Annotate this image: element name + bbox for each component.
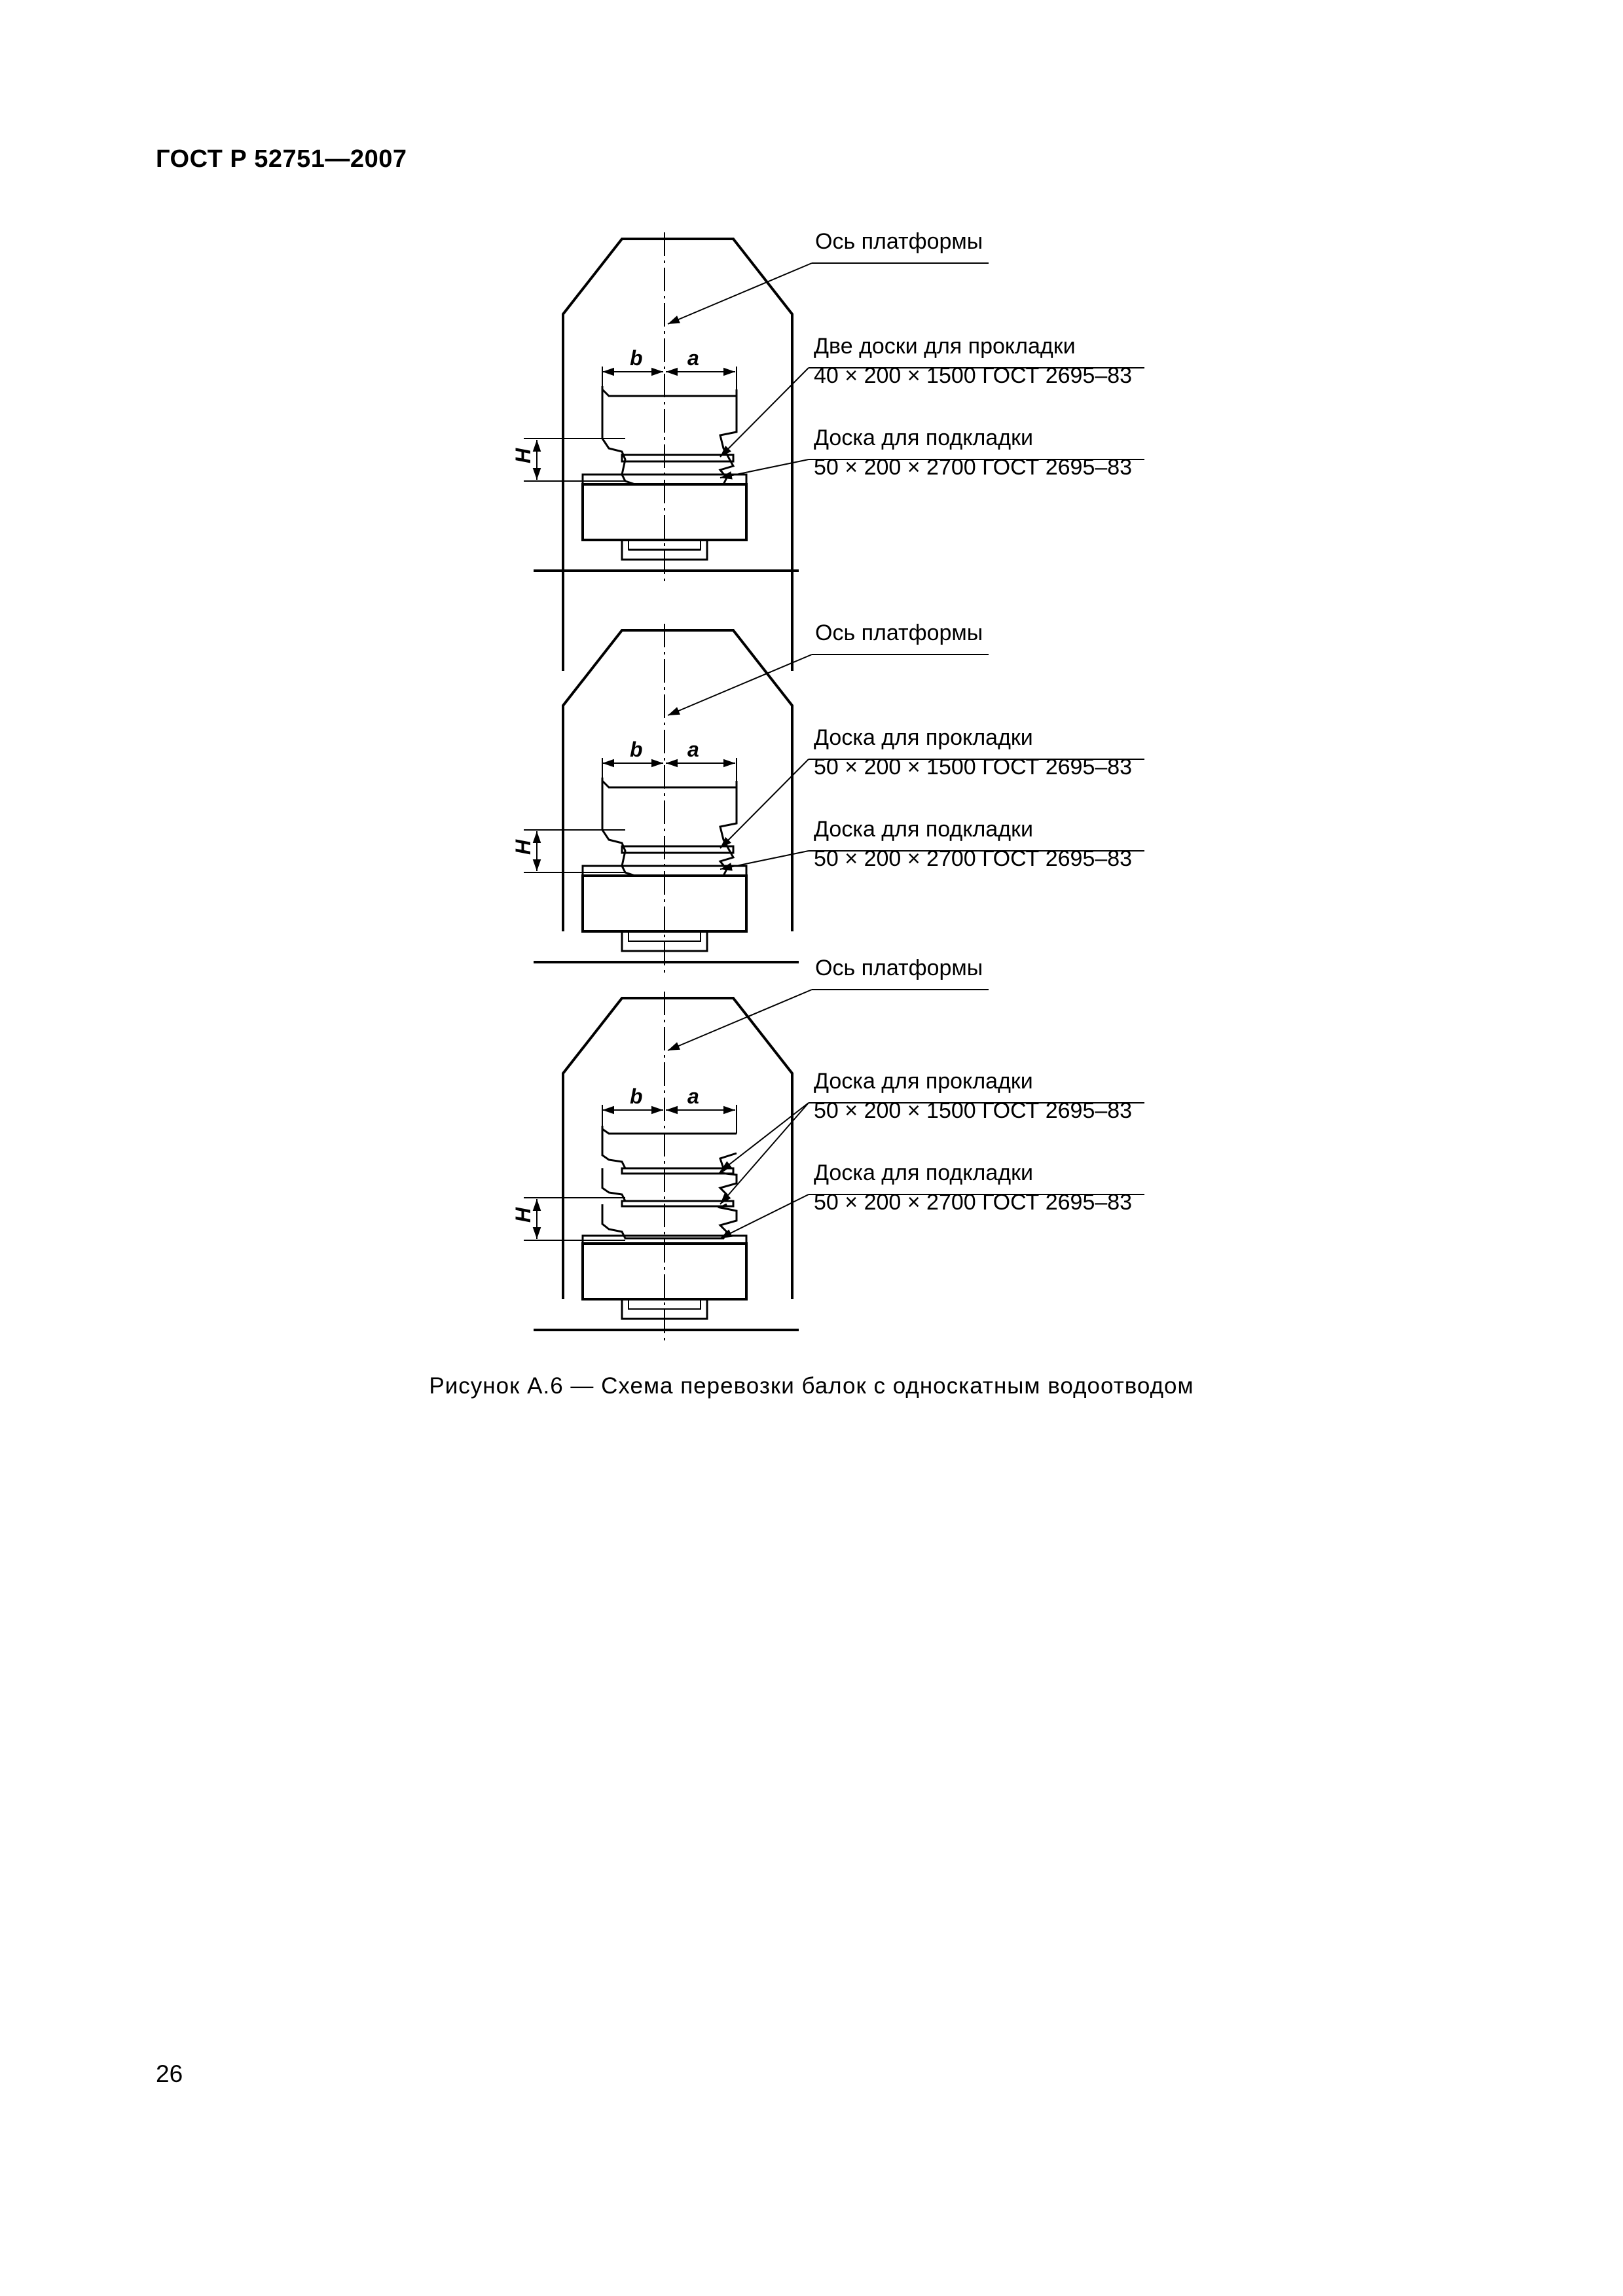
base-label-name: Доска для подкладки xyxy=(814,817,1033,842)
beam-profile-bottom xyxy=(602,1204,737,1238)
spacer-label-spec: 50 × 200 × 1500 ГОСТ 2695–83 xyxy=(814,755,1133,780)
dim-a-label: a xyxy=(687,1085,699,1108)
beam-profile-top xyxy=(602,1126,737,1168)
dim-a-label: a xyxy=(687,346,699,370)
dim-b-label: b xyxy=(630,1085,643,1108)
axis-label: Ось платформы xyxy=(815,229,983,254)
base-label-spec: 50 × 200 × 2700 ГОСТ 2695–83 xyxy=(814,455,1133,480)
page-number: 26 xyxy=(156,2060,183,2087)
document-header: ГОСТ Р 52751—2007 xyxy=(156,145,407,173)
dim-a-label: a xyxy=(687,738,699,761)
spacer-leader-1 xyxy=(720,1103,809,1172)
dim-b-label: b xyxy=(630,738,643,761)
dim-h-label: H xyxy=(511,1207,535,1223)
loading-scheme-figure xyxy=(511,223,1165,1374)
base-label-name: Доска для подкладки xyxy=(814,1160,1033,1185)
base-label-spec: 50 × 200 × 2700 ГОСТ 2695–83 xyxy=(814,846,1133,871)
spacer-label-spec: 40 × 200 × 1500 ГОСТ 2695–83 xyxy=(814,363,1133,388)
spacer-label-name: Доска для прокладки xyxy=(814,1069,1033,1094)
spacer-board xyxy=(622,455,733,461)
diagram-3 xyxy=(511,956,1144,1342)
loading-gauge-outline xyxy=(563,998,792,1299)
diagram-1 xyxy=(511,229,1144,671)
base-label-name: Доска для подкладки xyxy=(814,425,1033,450)
spacer-board xyxy=(622,846,733,853)
base-label-spec: 50 × 200 × 2700 ГОСТ 2695–83 xyxy=(814,1190,1133,1215)
spacer-leader xyxy=(720,759,809,848)
beam-profile xyxy=(602,386,737,484)
spacer-board-upper xyxy=(622,1168,733,1174)
spacer-board-lower xyxy=(622,1201,733,1206)
axis-label: Ось платформы xyxy=(815,956,983,980)
axis-label: Ось платформы xyxy=(815,620,983,645)
diagram-2 xyxy=(511,620,1144,974)
dim-h-label: H xyxy=(511,448,535,463)
spacer-label-name: Две доски для прокладки xyxy=(814,334,1076,359)
spacer-leader xyxy=(720,368,809,457)
axis-leader xyxy=(668,263,812,324)
beam-profile xyxy=(602,778,737,876)
loading-gauge-outline xyxy=(563,630,792,931)
dim-h-label: H xyxy=(511,839,535,855)
dim-b-label: b xyxy=(630,346,643,370)
axis-leader xyxy=(668,655,812,715)
spacer-label-name: Доска для прокладки xyxy=(814,725,1033,750)
figure-caption: Рисунок А.6 — Схема перевозки балок с односкатным водоотводом xyxy=(429,1373,1194,1399)
spacer-label-spec: 50 × 200 × 1500 ГОСТ 2695–83 xyxy=(814,1098,1133,1123)
